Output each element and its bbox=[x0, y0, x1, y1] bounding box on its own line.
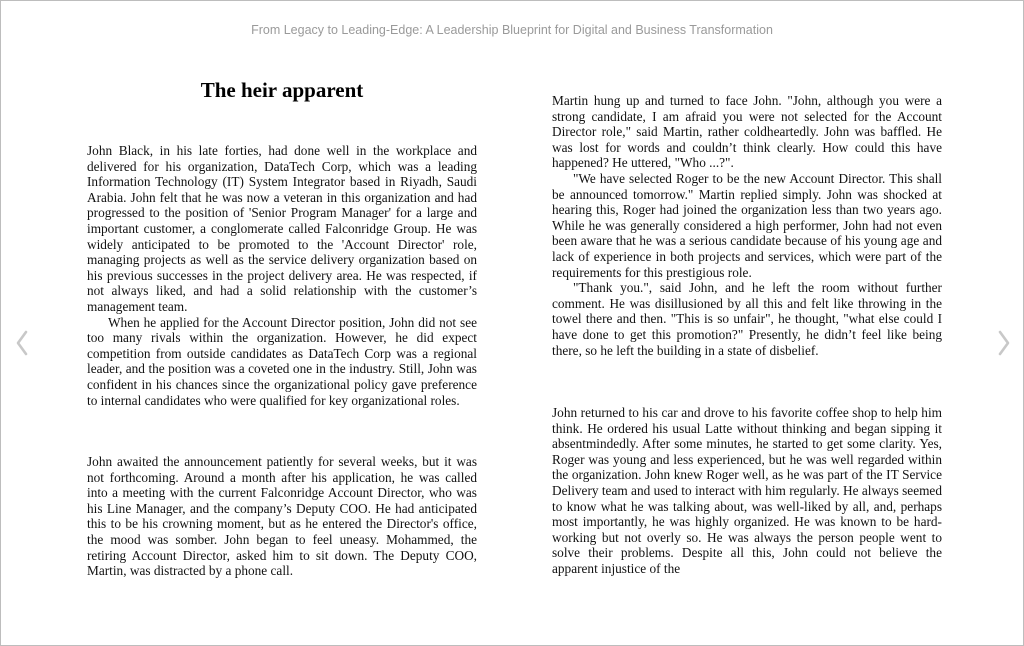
previous-page-button[interactable] bbox=[11, 323, 35, 363]
paragraph: John returned to his car and drove to his favorite coffee shop to help him think. He ordered his usual Latte without thinking and began sipping it absentmindedly. After some minutes, he started to get some clarity. Yes, Roger was young and less experienced, but he was well regarded within the organization. John knew Roger well, as he was part of the IT Service Delivery team and used to interact with him regularly. He always seemed to know what he was talking about, was well-liked by all, and, perhaps most importantly, he was highly organized. He was known to be hard-working but not overly so. He was always the person people went to solve their problems. Despite all this, John could not believe the apparent injustice of the bbox=[552, 405, 942, 577]
left-page bbox=[87, 77, 477, 579]
chevron-right-icon bbox=[991, 323, 1015, 363]
book-title: From Legacy to Leading-Edge: A Leadership Blueprint for Digital and Business Transformation bbox=[251, 23, 773, 37]
paragraph: When he applied for the Account Director position, John did not see too many rivals within the organization. However, he did expect competition from outside candidates as DataTech Corp was a regional leader, and the position was a coveted one in the industry. Still, John was confident in his chances since the organizational policy gave preference to internal candidates who were qualified for key organizational roles. bbox=[87, 314, 477, 408]
right-page bbox=[552, 93, 942, 577]
paragraph: "Thank you.", said John, and he left the room without further comment. He was disillusioned by all this and felt like throwing in the towel there and then. "This is so unfair", he thought, "what else could I have done to get this promotion?" Presently, he didn’t feel like being there, so he left the building in a state of disbelief. bbox=[552, 280, 942, 358]
paragraph: Martin hung up and turned to face John. "John, although you were a strong candidate, I am afraid you were not selected for the Account Director role," said Martin, rather coldheartedly. John was baffled. He was lost for words and couldn’t think clearly. How could this have happened? He uttered, "Who ...?". bbox=[552, 93, 942, 171]
paragraph: John Black, in his late forties, had done well in the workplace and delivered for his organization, DataTech Corp, which was a leading Information Technology (IT) System Integrator based in Riyadh, Saudi Arabia. John felt that he was now a veteran in this organization and had progressed to the position of 'Senior Program Manager' for a large and important customer, a conglomerate called Falconridge Group. He was widely anticipated to be promoted to the 'Account Director' role, managing projects as well as the service delivery organization based on his previous successes in the project delivery area. He was respected, if not always liked, and had a solid relationship with the customer’s management team. bbox=[87, 143, 477, 314]
next-page-button[interactable] bbox=[991, 323, 1015, 363]
chapter-title: The heir apparent bbox=[200, 78, 364, 102]
paragraph: John awaited the announcement patiently for several weeks, but it was not forthcoming. Around a month after his application, he was called into a meeting with the current Falconridge Account Director, who was his Line Manager, and the company’s Deputy COO. He had anticipated this to be his crowning moment, but as he entered the Director's office, the mood was somber. John began to feel uneasy. Mohammed, the retiring Account Director, asked him to sit down. The Deputy COO, Martin, was distracted by a phone call. bbox=[87, 454, 477, 579]
chevron-left-icon bbox=[11, 323, 35, 363]
paragraph: "We have selected Roger to be the new Account Director. This shall be announced tomorrow." Martin replied simply. John was shocked at hearing this, Roger had joined the organization less than two years ago. While he was generally considered a high performer, John had not even been aware that he was a serious candidate because of his young age and lack of experience in both projects and services, which were part of the requirements for this prestigious role. bbox=[552, 170, 942, 280]
